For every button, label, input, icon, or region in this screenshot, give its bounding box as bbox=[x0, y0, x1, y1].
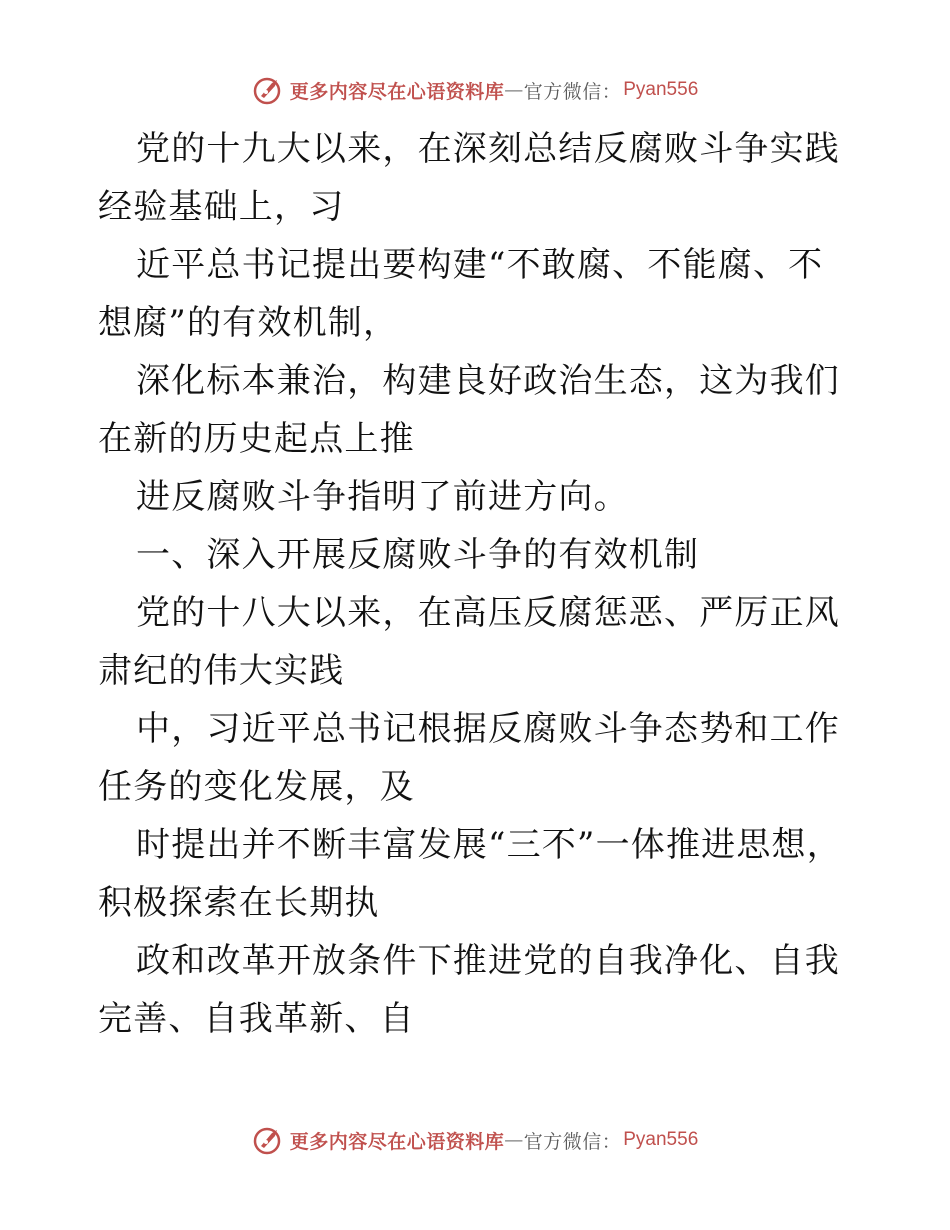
pen-nib-circle-icon bbox=[252, 74, 284, 106]
wechat-id: Pyan556 bbox=[623, 79, 699, 100]
header-watermark-banner bbox=[0, 70, 950, 110]
paragraph: 时提出并不断丰富发展“三不”一体推进思想，积极探索在长期执 bbox=[98, 825, 842, 923]
wechat-label: 官方微信： bbox=[523, 80, 622, 103]
paragraph: 党的十八大以来，在高压反腐惩恶、严厉正风肃纪的伟大实践 bbox=[98, 593, 840, 691]
document-body bbox=[98, 120, 858, 1048]
paragraph: 近平总书记提出要构建“不敢腐、不能腐、不想腐”的有效机制， bbox=[98, 245, 824, 343]
pen-nib-circle-icon bbox=[252, 1124, 284, 1156]
separator-dash: — bbox=[504, 1129, 524, 1151]
footer-watermark-banner bbox=[0, 1120, 950, 1160]
brand-text: 更多内容尽在心语资料库 bbox=[289, 1130, 505, 1153]
paragraph: 党的十九大以来，在深刻总结反腐败斗争实践经验基础上，习 bbox=[98, 129, 840, 227]
brand-text: 更多内容尽在心语资料库 bbox=[289, 80, 505, 103]
paragraph: 进反腐败斗争指明了前进方向。 bbox=[136, 477, 629, 517]
wechat-id: Pyan556 bbox=[623, 1129, 699, 1150]
paragraph: 深化标本兼治，构建良好政治生态，这为我们在新的历史起点上推 bbox=[98, 361, 840, 459]
wechat-label: 官方微信： bbox=[523, 1130, 622, 1153]
paragraph: 中，习近平总书记根据反腐败斗争态势和工作任务的变化发展，及 bbox=[98, 709, 840, 807]
paragraph: 政和改革开放条件下推进党的自我净化、自我完善、自我革新、自 bbox=[98, 941, 840, 1039]
section-heading: 一、深入开展反腐败斗争的有效机制 bbox=[136, 535, 700, 575]
separator-dash: — bbox=[504, 79, 524, 101]
